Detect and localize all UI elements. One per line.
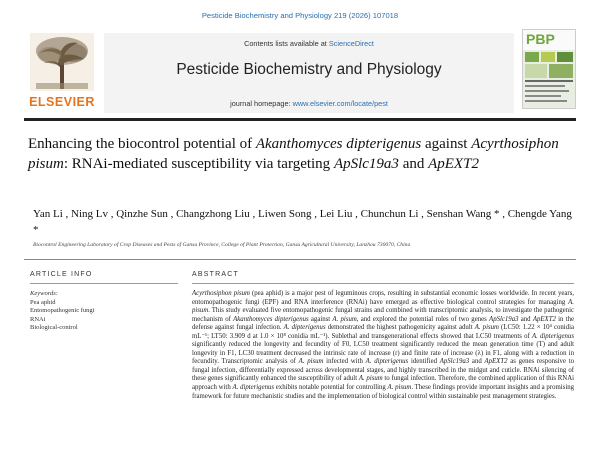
keywords-label: Keywords:: [30, 290, 58, 297]
abstract-segment: infected with: [323, 358, 366, 366]
abstract-segment: identified: [408, 358, 440, 366]
abstract-segment: ApEXT2: [484, 358, 508, 366]
abstract-segment: Acyrthosiphon pisum: [192, 290, 250, 297]
sciencedirect-link[interactable]: ScienceDirect: [328, 39, 374, 48]
header-rule: [24, 118, 576, 121]
journal-citation[interactable]: Pesticide Biochemistry and Physiology 219 (2026) 107018: [201, 11, 399, 20]
keyword-item[interactable]: Entomopathogenic fungi: [30, 307, 95, 315]
elsevier-tree-icon: [30, 33, 94, 91]
title-segment: Akanthomyces dipterigenus: [255, 136, 422, 152]
article-info-heading: ARTICLE INFO: [30, 271, 93, 278]
abstract-paragraph: [192, 290, 574, 401]
title-segment: ApEXT2: [428, 155, 479, 172]
journal-name[interactable]: Pesticide Biochemistry and Physiology: [176, 61, 442, 78]
author-list[interactable]: Yan Li , Ning Lv , Qinzhe Sun , Changzhong Liu , Liwen Song , Lei Liu , Chunchun Li , Senshan Wang * , Chengde Yang *: [33, 208, 572, 236]
keyword-item[interactable]: Biological-control: [30, 324, 78, 332]
abstract-segment: A. pisum: [358, 375, 383, 383]
journal-homepage-line: [104, 99, 514, 108]
abstract-segment: exhibits notable potential for controlling: [274, 384, 388, 392]
abstract-segment: A. pisum: [474, 324, 499, 332]
keyword-item[interactable]: RNAi: [30, 315, 46, 323]
title-segment: : RNAi-mediated susceptibility via targeting: [63, 155, 334, 172]
abstract-segment: ApSlc19a3: [489, 315, 519, 323]
journal-cover-thumbnail[interactable]: [522, 29, 576, 109]
contents-available-line: [104, 39, 514, 48]
title-segment: Enhancing the biocontrol potential of: [28, 136, 256, 152]
abstract-segment: . This study evaluated five entomopathogenic fungal strains and combined with transcriptomic analysis, to investigate the pathogenic mechanism of: [192, 307, 574, 323]
title-segment: against: [421, 136, 472, 152]
abstract-heading: ABSTRACT: [192, 271, 239, 278]
abstract-segment: A. dipterigenus: [283, 324, 326, 332]
abstract-segment: significantly reduced the longevity and fecundity of F0, LC50 treatment significantly reduced the mean generation time (T) and adult longevity in F1, LC30 treatment decreased the intrinsic rate of increase (r) and finite rate of increase (λ) in F1, along with a reduction in fecundity. Transcriptomic analysis of: [192, 341, 574, 366]
abstract-rule: [192, 283, 574, 284]
abstract-segment: against: [308, 315, 333, 323]
journal-masthead: [104, 33, 514, 113]
abstract-segment: . These findings provide important insights and a promising framework for future mechanistic studies and the implementation of biological control within sustainable pest management strategies.: [192, 384, 575, 400]
title-segment: and: [398, 155, 429, 172]
title-segment: ApSlc19a3: [333, 155, 399, 172]
keyword-item[interactable]: Pea aphid: [30, 298, 56, 306]
abstract-segment: (pea aphid) is a major pest of leguminous crops, resulting in substantial economic losses worldwide. In recent years, entomopathogenic fungi (EPF) and RNA interference (RNAi) have emerged as effective biological control strategies for managing: [192, 290, 574, 306]
author-affiliation: Biocontrol Engineering Laboratory of Crop Diseases and Pests of Gansu Province, College of Plant Protection, Gansu Agricultural University, Lanzhou 730070, China: [33, 242, 411, 248]
abstract-segment: in the defense against fungal infection.: [192, 315, 575, 332]
abstract-segment: ApSlc19a3: [439, 358, 470, 366]
title-segment: Acyrthosiphon pisum: [28, 136, 559, 172]
homepage-link[interactable]: www.elsevier.com/locate/pest: [292, 99, 388, 108]
abstract-segment: Akanthomyces dipterigenus: [233, 315, 309, 323]
article-info-rule: [30, 283, 178, 284]
abstract-segment: A. pisum: [387, 384, 412, 392]
abstract-segment: A. dipterigenus: [531, 332, 574, 340]
abstract-segment: A. pisum: [192, 298, 574, 315]
cover-art-icon: [523, 50, 575, 108]
abstract-segment: demonstrated the highest pathogenicity against adult: [325, 324, 475, 332]
abstract-segment: A. dipterigenus: [365, 358, 409, 366]
abstract-segment: A. pisum: [332, 315, 357, 323]
abstract-segment: to fungal infection. Therefore, the combined application of this RNAi approach with: [192, 375, 574, 392]
abstract-text: [192, 290, 574, 401]
abstract-segment: (LC50: 1.22 × 10⁴ conidia mL⁻¹; LT50: 3.909 d at 1.0 × 10⁸ conidia mL⁻¹). Sublethal and transgenerational effects showed that LC50 treatments of: [192, 324, 574, 340]
homepage-prefix: journal homepage:: [230, 99, 293, 108]
section-rule: [24, 259, 576, 260]
contents-prefix: Contents lists available at: [244, 39, 329, 48]
abstract-segment: and: [469, 358, 485, 366]
abstract-segment: and: [518, 315, 533, 323]
abstract-segment: A. dipterigenus: [232, 384, 275, 392]
cover-abbrev: PBP: [526, 31, 555, 47]
elsevier-wordmark: ELSEVIER: [29, 95, 95, 109]
elsevier-logo[interactable]: [24, 33, 100, 113]
abstract-segment: A. pisum: [298, 358, 324, 366]
abstract-segment: ApEXT2: [532, 315, 556, 323]
article-title[interactable]: [28, 135, 568, 174]
abstract-segment: , and explored the potential roles of two genes: [356, 315, 490, 323]
abstract-segment: as genes responsive to fungal infection, differentially expressed across developmental stages, and highly transcribed in the midgut and cuticle. RNAi silencing of these genes significantly enhanced the susceptibility of adult: [192, 358, 574, 383]
keywords-block: [30, 290, 180, 333]
